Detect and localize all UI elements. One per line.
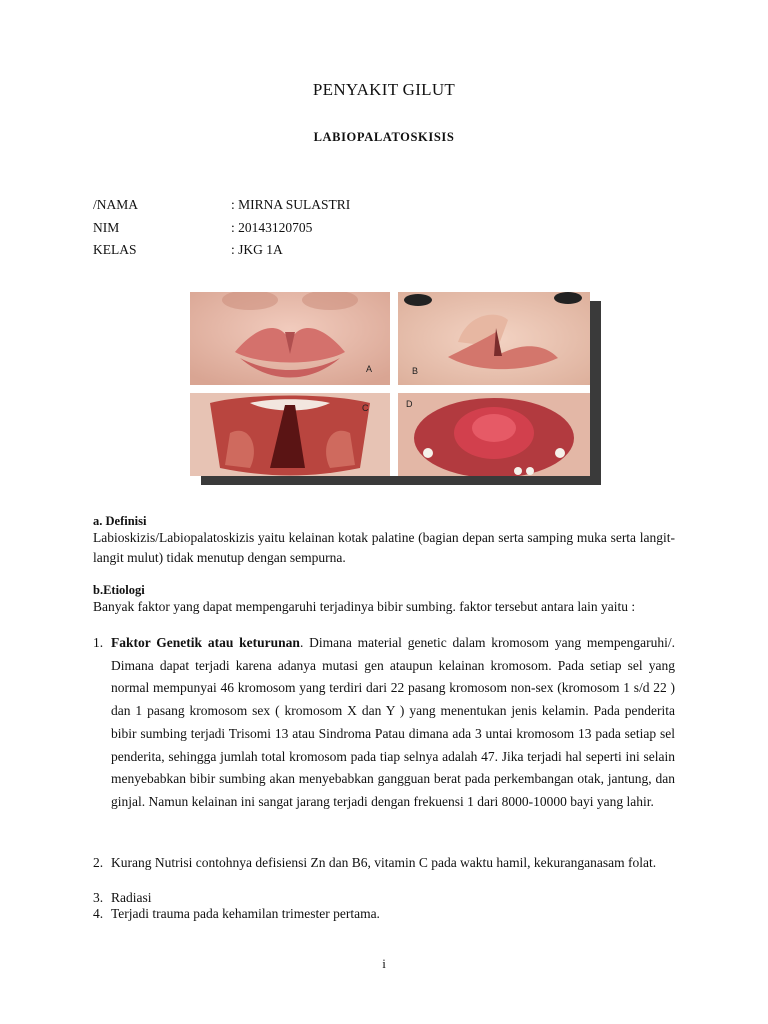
- photo-panel-b: [398, 292, 590, 385]
- etiologi-intro: Banyak faktor yang dapat mempengaruhi terjadinya bibir sumbing. faktor tersebut antara lain yaitu :: [93, 599, 636, 614]
- document-subtitle: LABIOPALATOSKISIS: [313, 130, 455, 144]
- photo-panel-d: [398, 393, 590, 476]
- section-heading-etiologi: b.Etiologi: [93, 583, 145, 597]
- identity-label: NIM: [93, 220, 120, 235]
- list-number: 4.: [93, 906, 104, 921]
- figure-grid: [190, 292, 590, 476]
- list-number: 3.: [93, 890, 104, 905]
- etiologi-item-3: [93, 890, 675, 906]
- identity-row-kelas: [93, 242, 283, 258]
- identity-value: : JKG 1A: [231, 242, 283, 257]
- document-title: PENYAKIT GILUT: [312, 80, 456, 99]
- photo-panel-c: [190, 393, 390, 476]
- panel-label-a: A: [366, 364, 373, 374]
- etiologi-item-1: [93, 632, 675, 814]
- photo-panel-a: [190, 292, 390, 385]
- list-item-text: Kurang Nutrisi contohnya defisiensi Zn dan B6, vitamin C pada waktu hamil, kekuranganasam folat.: [111, 855, 657, 870]
- page-number: i: [382, 956, 386, 971]
- identity-label: KELAS: [93, 242, 137, 257]
- definisi-paragraph: Labioskizis/Labiopalatoskizis yaitu kelainan kotak palatine (bagian depan serta samping muka serta langit-langit mulut) tidak menutup dengan sempurna.: [93, 530, 675, 565]
- list-number: 1.: [93, 635, 104, 650]
- panel-label-d: D: [406, 399, 413, 409]
- cleft-lip-figure: [190, 292, 590, 476]
- list-item-bold: Faktor Genetik atau keturunan: [111, 635, 300, 650]
- identity-row-nama: [93, 197, 350, 213]
- identity-label: /NAMA: [93, 197, 139, 212]
- list-item-text: . Dimana material genetic dalam kromosom yang mempengaruhi/. Dimana dapat terjadi karena adanya mutasi gen ataupun kelainan kromosom. Pada setiap sel yang normal mempunyai 46 kromosom yang terdiri dari 22 pasang kromosom non-sex (kromosom 1 s/d 22 ) dan 1 pasang kromosom sex ( kromosom X dan Y ) yang menentukan jenis kelamin. Pada penderita bibir sumbing terjadi Trisomi 13 atau Sindroma Patau dimana ada 3 untai kromosom 13 pada setiap sel penderita, sehingga jumlah total kromosom pada tiap selnya adalah 47. Jika terjadi hal seperti ini selain menyebabkan bibir sumbing akan menyebabkan gangguan berat pada perkembangan otak, jantung, dan ginjal. Namun kelainan ini sangat jarang terjadi dengan frekuensi 1 dari 8000-10000 bayi yang lahir.: [111, 635, 675, 809]
- identity-value: : MIRNA SULASTRI: [231, 197, 351, 212]
- identity-row-nim: [93, 220, 312, 236]
- list-item-text: Radiasi: [111, 890, 152, 905]
- section-heading-definisi: a. Definisi: [93, 514, 147, 528]
- panel-label-c: C: [362, 403, 369, 413]
- identity-value: : 20143120705: [231, 220, 313, 235]
- etiologi-item-4: [93, 906, 675, 922]
- panel-label-b: B: [412, 366, 419, 376]
- etiologi-item-2: [93, 852, 675, 874]
- list-item-text: Terjadi trauma pada kehamilan trimester pertama.: [111, 906, 380, 921]
- list-number: 2.: [93, 855, 104, 870]
